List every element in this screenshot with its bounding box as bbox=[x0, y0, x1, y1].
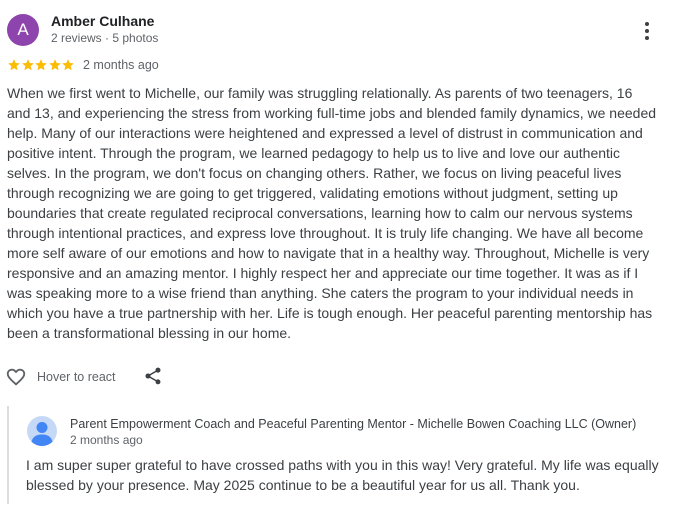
owner-avatar[interactable] bbox=[27, 416, 57, 446]
review-date: 2 months ago bbox=[83, 58, 159, 72]
owner-reply bbox=[7, 406, 667, 504]
react-label: Hover to react bbox=[37, 370, 116, 384]
more-vert-icon bbox=[645, 22, 649, 26]
star-icon bbox=[34, 58, 48, 72]
share-button[interactable] bbox=[143, 366, 163, 386]
heart-outline-icon bbox=[5, 366, 27, 388]
avatar[interactable]: A bbox=[7, 14, 39, 46]
owner-reply-text: I am super super grateful to have crossed paths with you in this way! Very grateful. My life was equally blessed by your presence. May 2025 continue to be a beautiful year for us all. Thank you. bbox=[26, 457, 659, 493]
person-icon bbox=[27, 416, 57, 446]
star-icon bbox=[7, 58, 21, 72]
star-icon bbox=[48, 58, 62, 72]
more-options-button[interactable] bbox=[636, 18, 658, 44]
star-icon bbox=[61, 58, 75, 72]
owner-name: Parent Empowerment Coach and Peaceful Parenting Mentor - Michelle Bowen Coaching LLC (Owner) bbox=[70, 417, 637, 431]
review-text: When we first went to Michelle, our family was struggling relationally. As parents of two teenagers, 16 and 13, and experiencing the stress from working full-time jobs and blended family dynamics, we needed help. Many of our interactions were heightened and expressed a level of distrust in communication and positive intent. Through the program, we learned pedagogy to help us to live and love our authentic selves. In the program, we don't focus on changing others. Rather, we focus on living peaceful lives through recognizing we are going to get triggered, validating emotions without judgment, setting up boundaries that create regulated reciprocal conversations, learning how to calm our nervous systems through intentional practices, and express love throughout. It is truly life changing. We have all become more self aware of our emotions and how to navigate that in a healthy way. Throughout, Michelle is very responsive and an amazing mentor. I highly respect her and appreciate our time together. It was as if I was speaking more to a wise friend than anything. She caters the program to your individual needs in which you have a true partnership with her. Life is tough enough. Her peaceful parenting mentorship has been a transformational blessing in our home. bbox=[7, 85, 657, 341]
react-button[interactable] bbox=[5, 366, 116, 388]
share-icon bbox=[143, 366, 163, 386]
star-rating bbox=[7, 58, 75, 72]
owner-reply-date: 2 months ago bbox=[70, 433, 143, 447]
star-icon bbox=[21, 58, 35, 72]
author-meta: 2 reviews · 5 photos bbox=[51, 31, 159, 45]
author-name[interactable]: Amber Culhane bbox=[51, 13, 155, 29]
